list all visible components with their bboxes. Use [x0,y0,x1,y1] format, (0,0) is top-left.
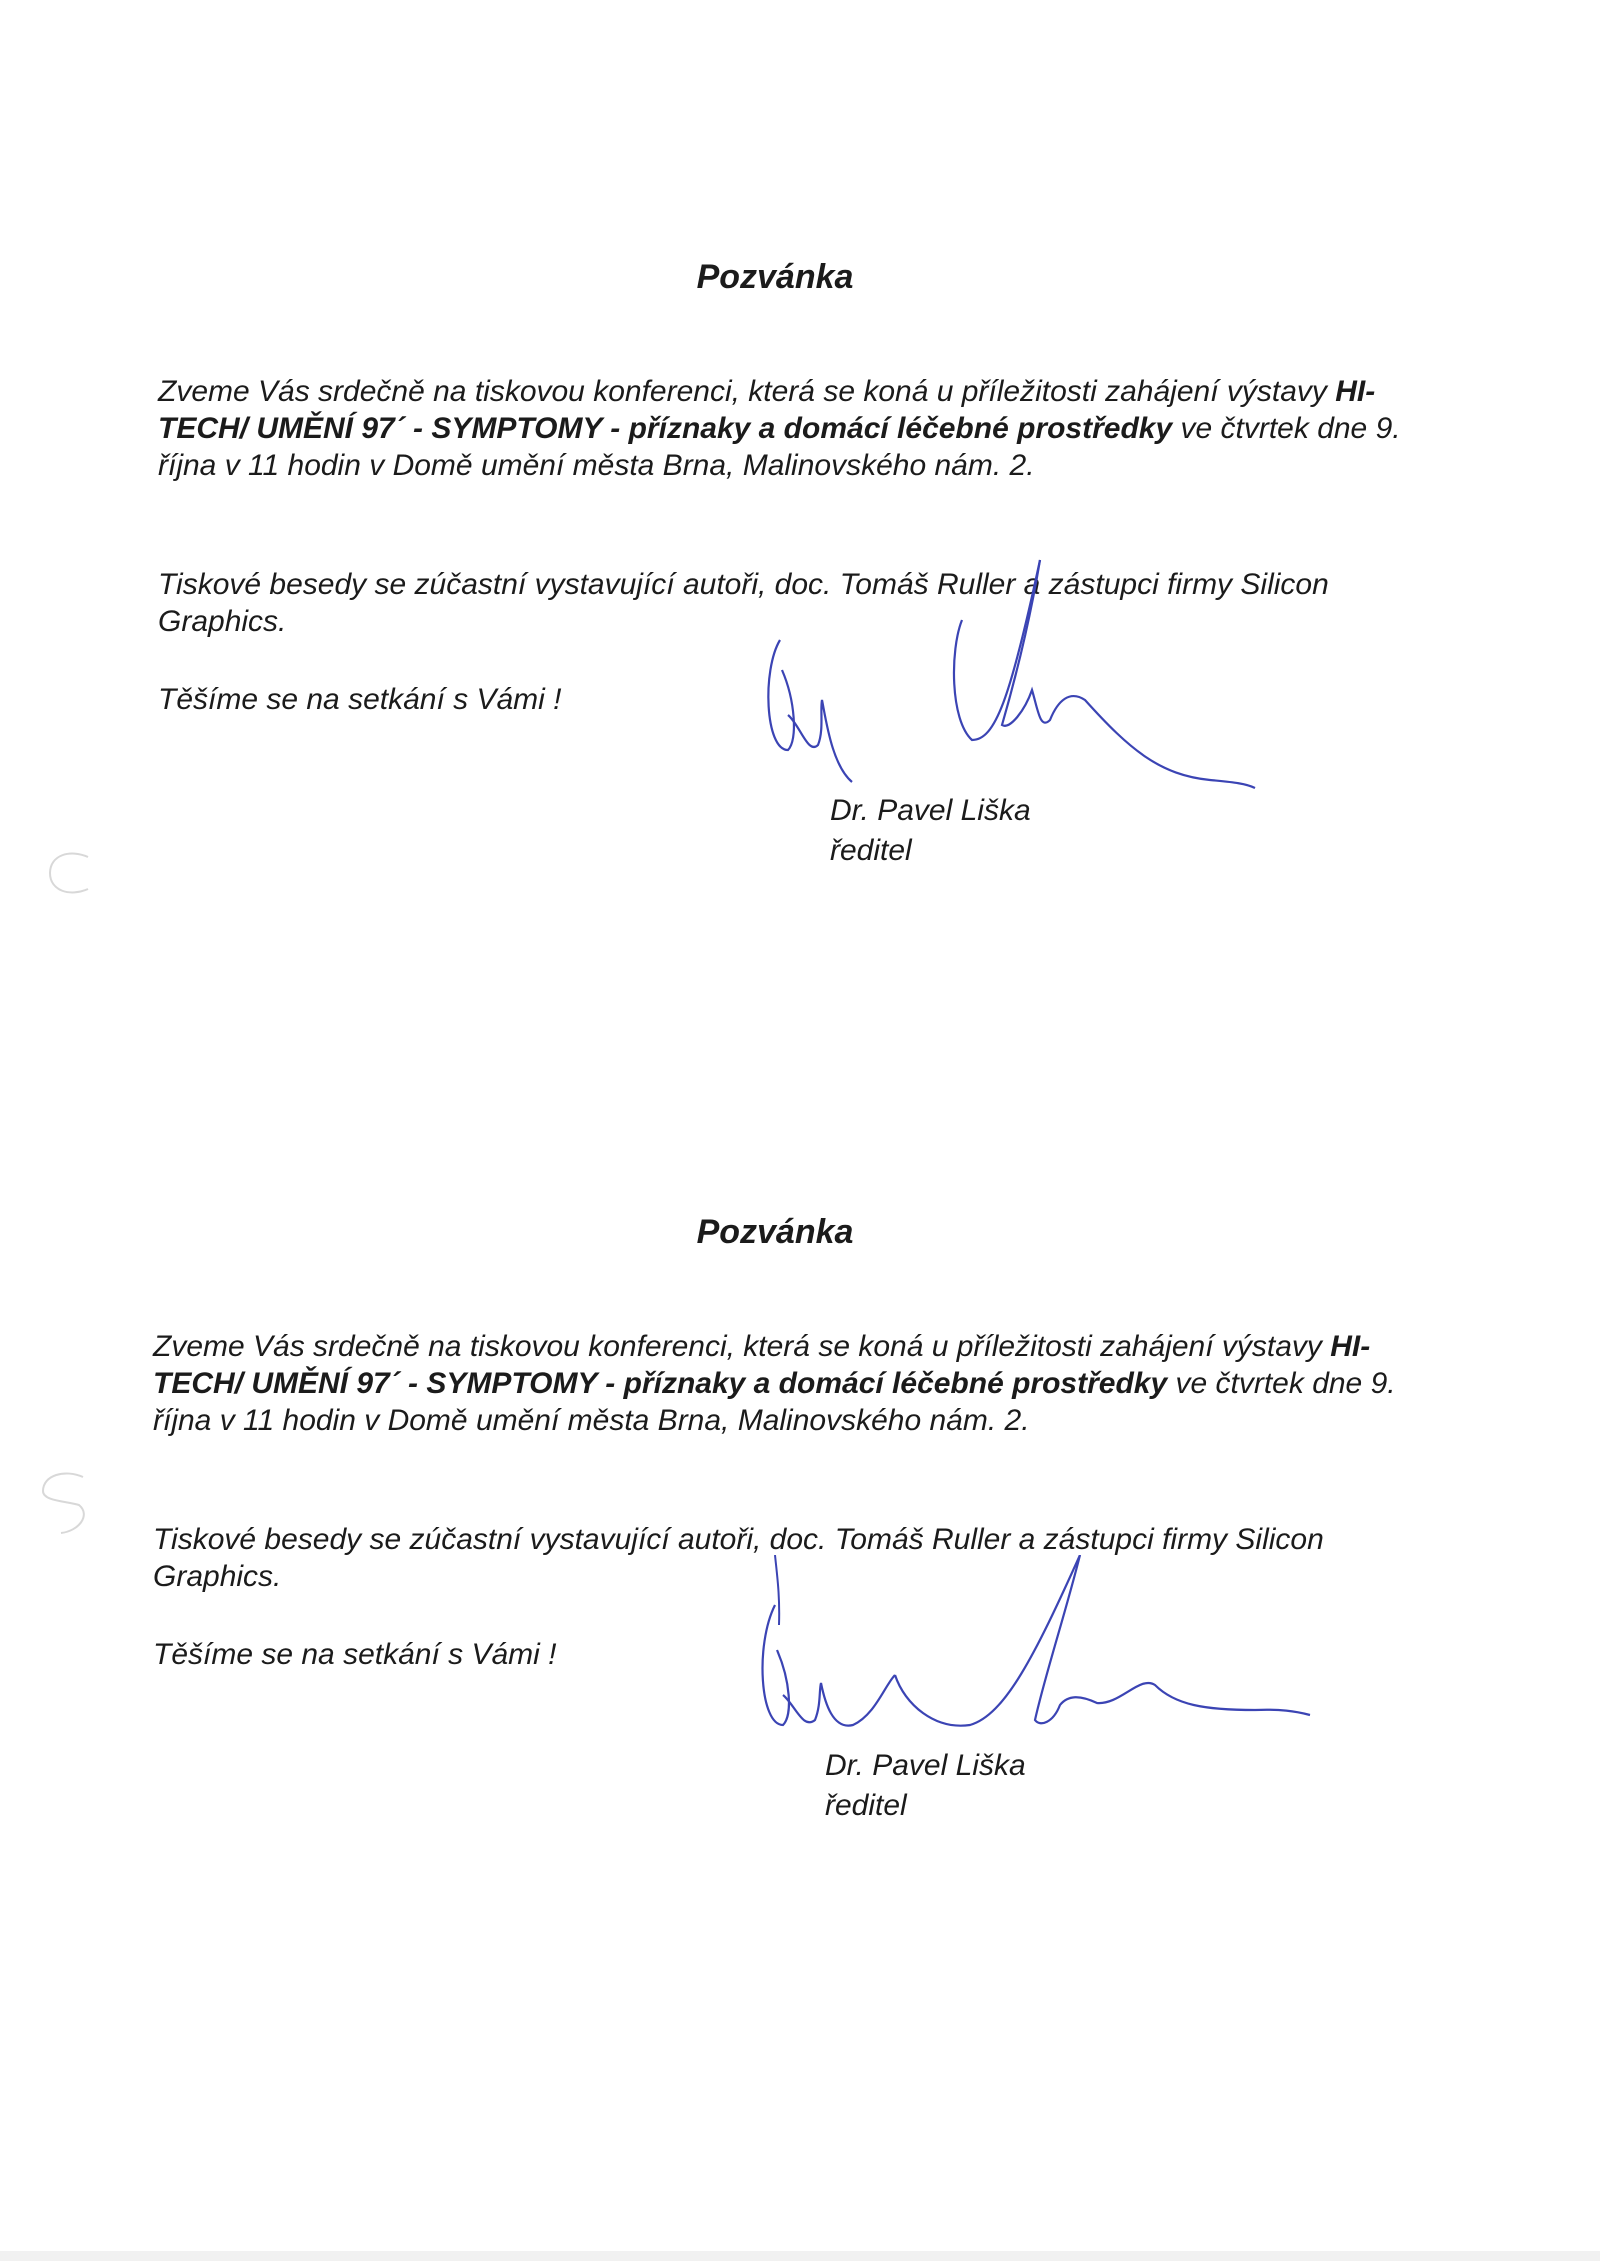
intro-text: Zveme Vás srdečně na tiskovou konferenci, která se koná u příležitosti zahájení výstavy [153,1330,1331,1363]
invitation-paragraph-2: Tiskové besedy se zúčastní vystavující autoři, doc. Tomáš Ruller a zástupci firmy Silicon Graphics. [153,1523,1324,1593]
invitation-paragraph-1 [158,373,1408,484]
page-bottom-edge [0,2251,1600,2261]
signatory-title: ředitel [830,834,912,867]
signatory-name: Dr. Pavel Liška [825,1749,1026,1782]
invitation-closing: Těšíme se na setkání s Vámi ! [158,683,562,716]
punch-hole-mark [40,845,100,905]
signatory-title: ředitel [825,1789,907,1822]
signature-image [740,550,1260,810]
signatory-name: Dr. Pavel Liška [830,794,1031,827]
event-details: ve čtvrtek dne 9. října v 11 hodin v Domě umění města Brna, Malinovského nám. 2. [153,1367,1396,1437]
invitation-paragraph-1 [153,1328,1403,1439]
exhibition-name: HI-TECH/ UMĚNÍ 97´ - SYMPTOMY - příznaky a domácí léčebné prostředky [153,1330,1371,1400]
punch-hole-mark [35,1465,95,1545]
invitation-title: Pozvánka [696,258,854,296]
invitation-paragraph-2: Tiskové besedy se zúčastní vystavující autoři, doc. Tomáš Ruller a zástupci firmy Silicon Graphics. [158,568,1329,638]
invitation-closing: Těšíme se na setkání s Vámi ! [153,1638,557,1671]
exhibition-name: HI-TECH/ UMĚNÍ 97´ - SYMPTOMY - příznaky a domácí léčebné prostředky [158,375,1376,445]
invitation-1 [0,0,1600,960]
invitation-2 [0,955,1600,1915]
intro-text: Zveme Vás srdečně na tiskovou konferenci, která se koná u příležitosti zahájení výstavy [158,375,1336,408]
event-details: ve čtvrtek dne 9. října v 11 hodin v Domě umění města Brna, Malinovského nám. 2. [158,412,1401,482]
invitation-title: Pozvánka [696,1213,854,1251]
